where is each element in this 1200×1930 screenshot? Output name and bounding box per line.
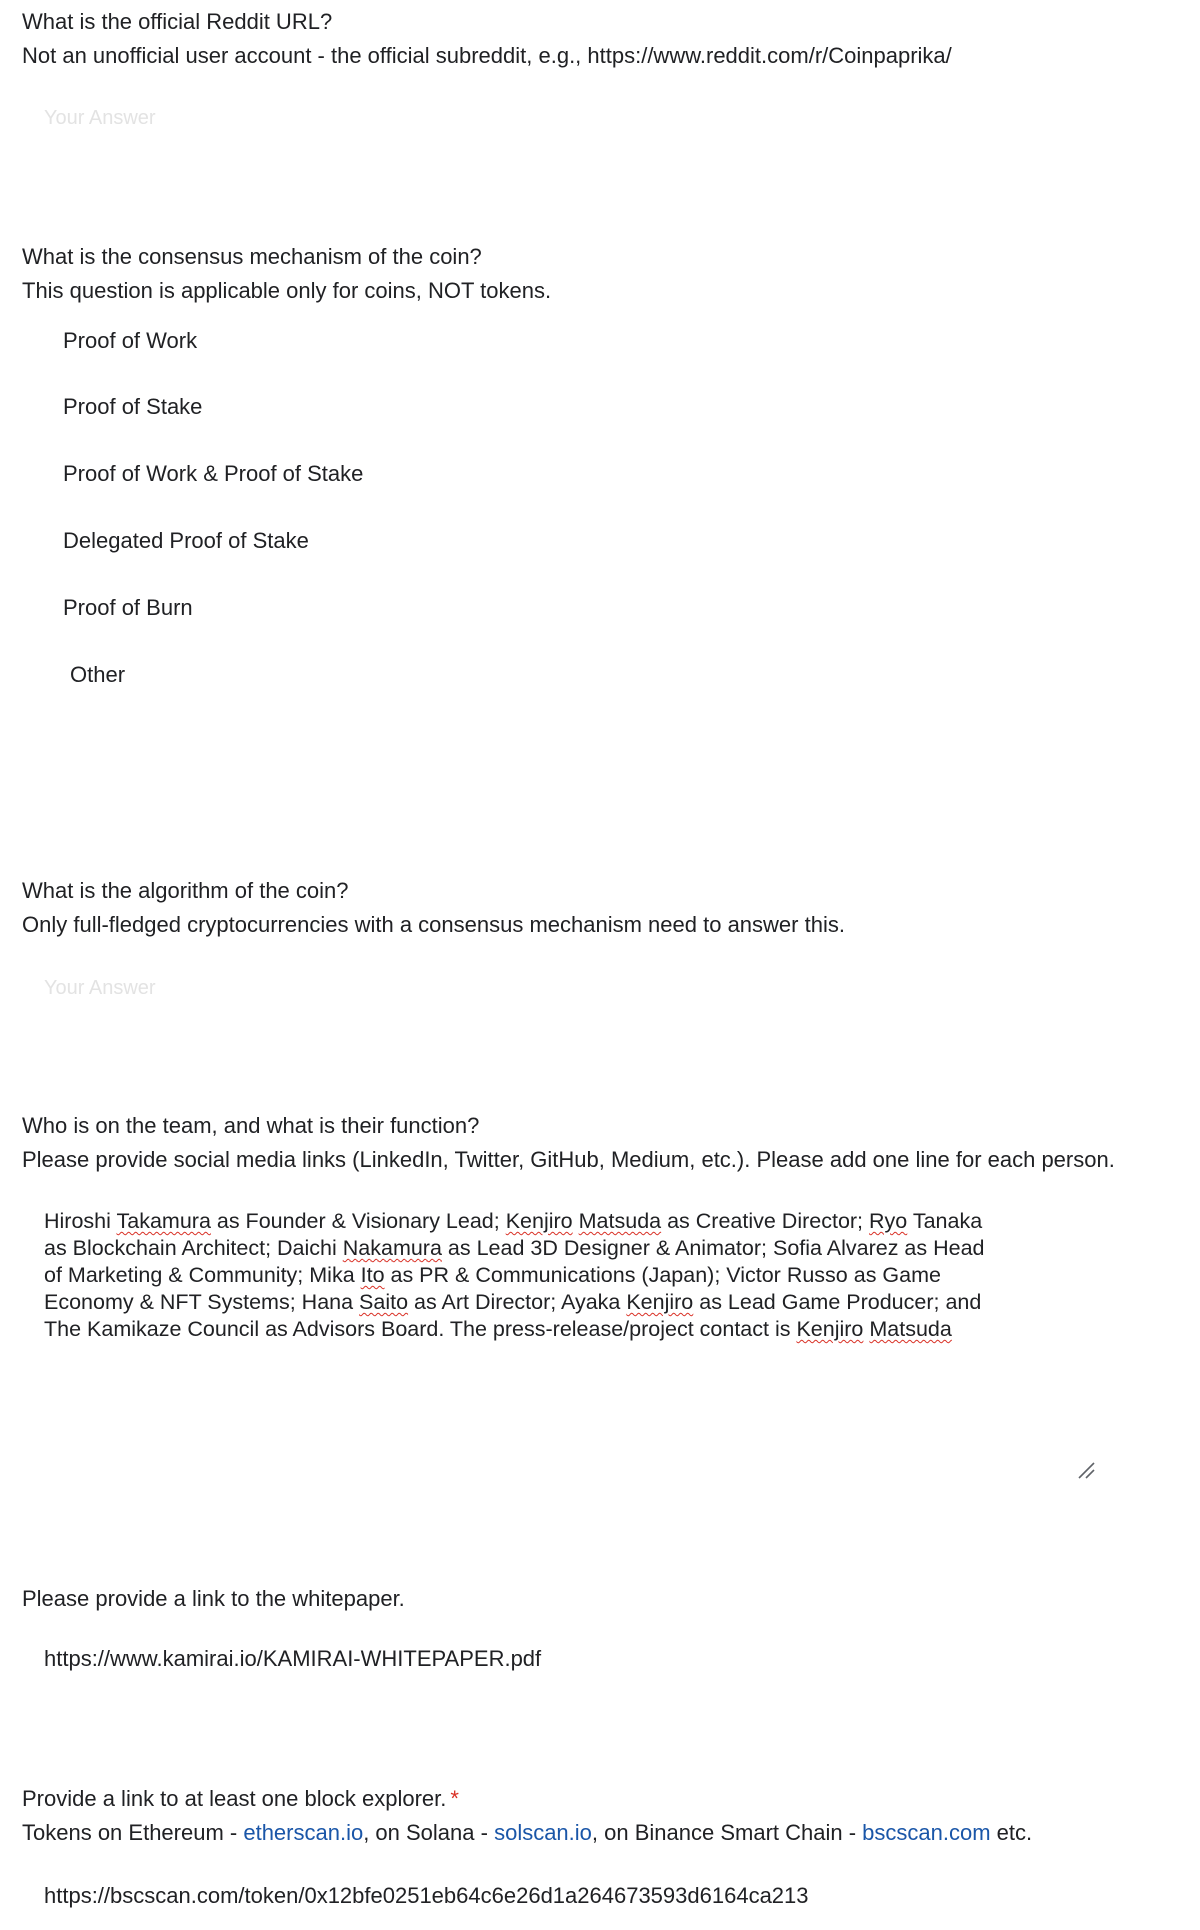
team-textarea[interactable] [44, 1208, 1084, 1478]
team-answer-line: Hiroshi Takamura as Founder & Visionary Lead; Kenjiro Matsuda as Creative Director; Ryo Tanaka [44, 1209, 983, 1233]
team-answer-line: as Blockchain Architect; Daichi Nakamura as Lead 3D Designer & Animator; Sofia Alvarez as Head [44, 1236, 985, 1260]
option-proof-of-work[interactable]: Proof of Work [63, 328, 198, 353]
team-answer-line: of Marketing & Community; Mika Ito as PR & Communications (Japan); Victor Russo as Game [44, 1263, 941, 1287]
desc-text: Tokens on Ethereum - [22, 1820, 244, 1845]
question-description: Only full-fledged cryptocurrencies with a consensus mechanism need to answer this. [22, 912, 845, 937]
question-team [22, 1109, 1200, 1177]
option-delegated-proof-of-stake[interactable]: Delegated Proof of Stake [63, 528, 309, 553]
question-description: This question is applicable only for coins, NOT tokens. [22, 278, 552, 303]
question-title: Who is on the team, and what is their function? [22, 1113, 480, 1138]
question-consensus [22, 240, 1200, 308]
team-answer-line: The Kamikaze Council as Advisors Board. The press-release/project contact is Kenjiro Matsuda [44, 1317, 952, 1341]
question-title [22, 1782, 1200, 1816]
desc-text: , on Binance Smart Chain - [591, 1820, 863, 1845]
question-title: Please provide a link to the whitepaper. [22, 1586, 405, 1611]
question-whitepaper [22, 1582, 1200, 1616]
option-pow-and-pos[interactable]: Proof of Work & Proof of Stake [63, 461, 364, 486]
algorithm-input[interactable] [22, 968, 582, 1008]
solscan-link[interactable]: solscan.io [494, 1820, 592, 1845]
question-reddit [22, 5, 1200, 73]
option-proof-of-stake[interactable]: Proof of Stake [63, 394, 203, 419]
question-title: What is the algorithm of the coin? [22, 878, 349, 903]
reddit-url-input[interactable] [22, 98, 582, 138]
resize-handle-icon[interactable] [1076, 1460, 1096, 1480]
question-description: Not an unofficial user account - the official subreddit, e.g., https://www.reddit.com/r/Coinpaprika/ [22, 43, 952, 68]
question-description: Please provide social media links (LinkedIn, Twitter, GitHub, Medium, etc.). Please add one line for each person. [22, 1147, 1115, 1172]
option-proof-of-burn[interactable]: Proof of Burn [63, 595, 193, 620]
question-algorithm [22, 874, 1200, 942]
question-title: What is the official Reddit URL? [22, 9, 333, 34]
desc-text: etc. [990, 1820, 1033, 1845]
etherscan-link[interactable]: etherscan.io [243, 1820, 364, 1845]
bscscan-link[interactable]: bscscan.com [862, 1820, 991, 1845]
desc-text: , on Solana - [363, 1820, 495, 1845]
question-title-text: Provide a link to at least one block explorer. [22, 1786, 447, 1811]
block-explorer-input[interactable]: https://bscscan.com/token/0x12bfe0251eb64c6e26d1a264673593d6164ca213 [44, 1883, 809, 1908]
question-description [22, 1816, 1200, 1850]
option-other[interactable]: Other [70, 662, 126, 687]
question-explorer [22, 1782, 1200, 1850]
whitepaper-input[interactable]: https://www.kamirai.io/KAMIRAI-WHITEPAPER.pdf [44, 1646, 542, 1671]
required-asterisk: * [450, 1786, 459, 1811]
question-title: What is the consensus mechanism of the coin? [22, 244, 482, 269]
team-answer-line: Economy & NFT Systems; Hana Saito as Art Director; Ayaka Kenjiro as Lead Game Producer; and [44, 1290, 982, 1314]
